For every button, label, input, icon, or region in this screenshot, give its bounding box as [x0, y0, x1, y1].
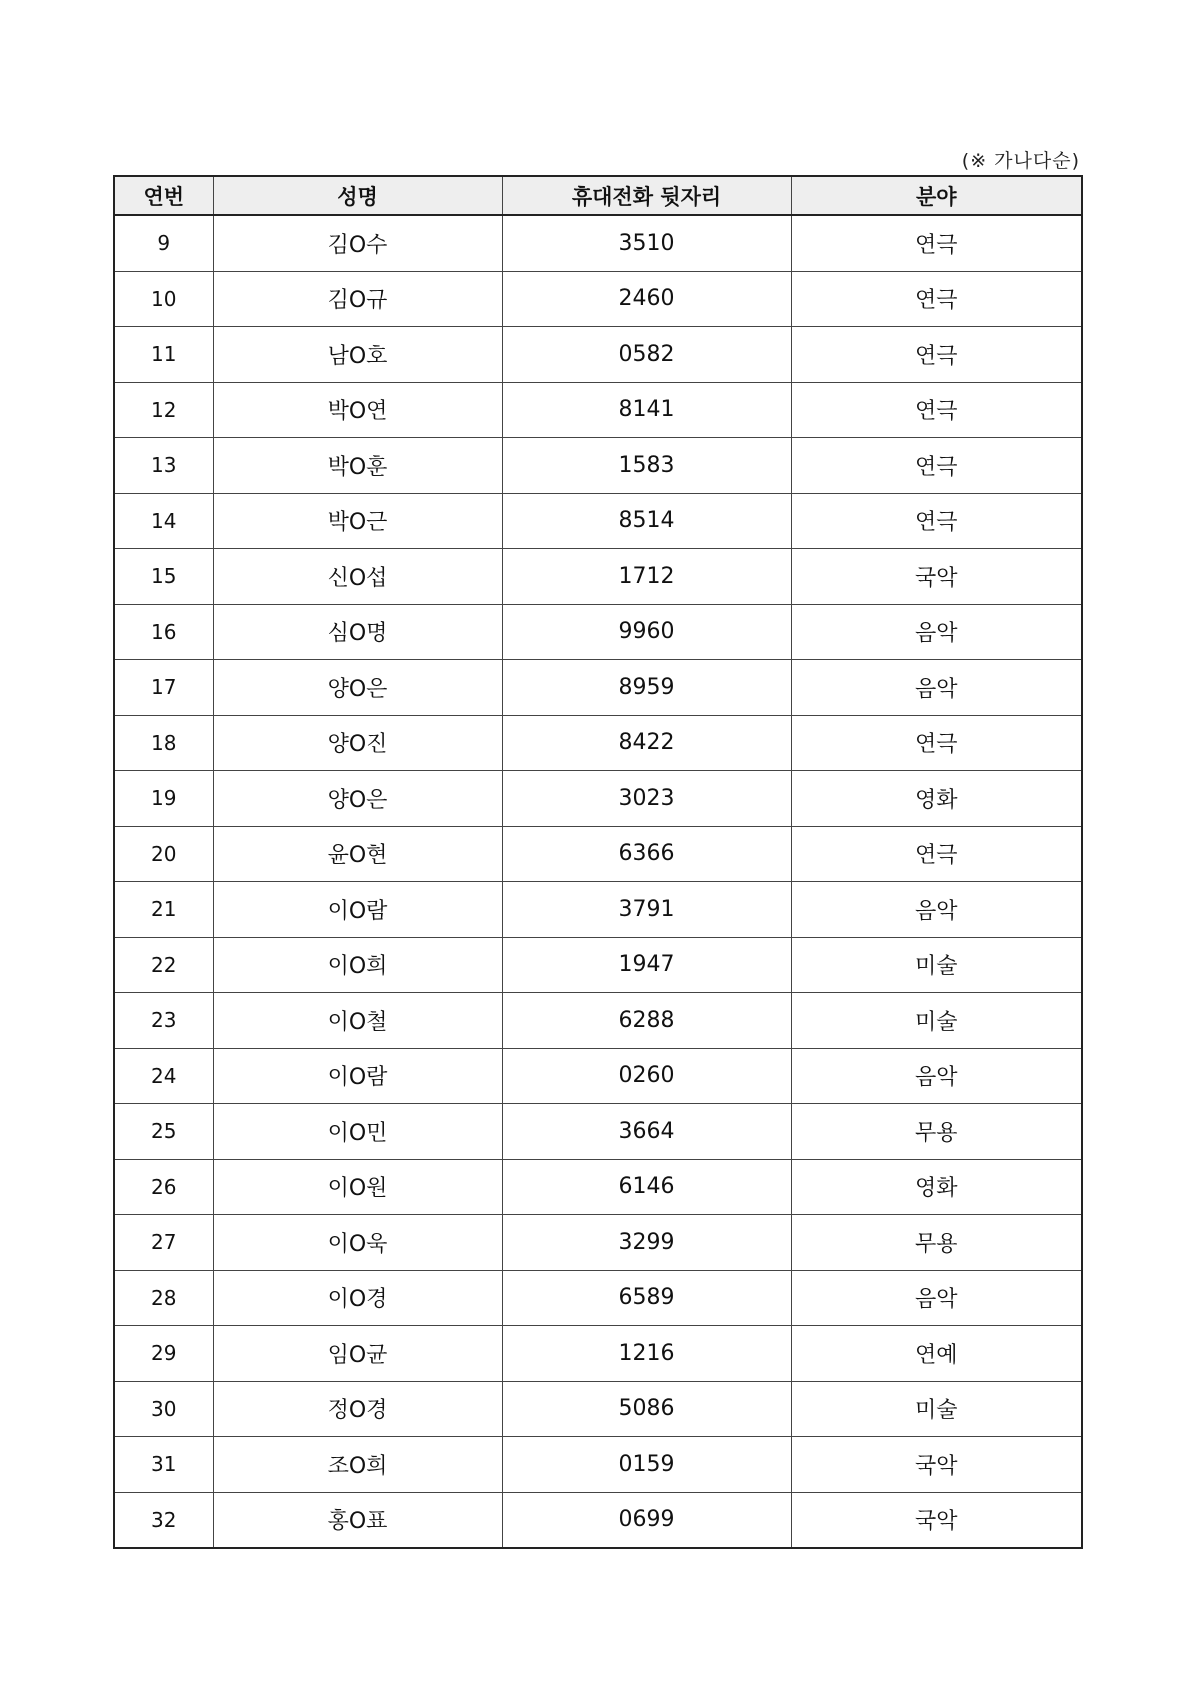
cell-index: 26: [114, 1159, 213, 1215]
cell-index: 19: [114, 771, 213, 827]
cell-field: 연예: [791, 1326, 1082, 1382]
cell-field: 무용: [791, 1104, 1082, 1160]
cell-index: 30: [114, 1381, 213, 1437]
cell-phone-suffix: 3510: [502, 215, 791, 271]
cell-name: 이O람: [213, 882, 502, 938]
cell-index: 15: [114, 549, 213, 605]
cell-name: 조O희: [213, 1437, 502, 1493]
cell-phone-suffix: 8514: [502, 493, 791, 549]
cell-phone-suffix: 6288: [502, 993, 791, 1049]
cell-name: 이O민: [213, 1104, 502, 1160]
table-row: [114, 438, 1082, 494]
cell-name: 임O균: [213, 1326, 502, 1382]
cell-phone-suffix: 2460: [502, 271, 791, 327]
table-row: [114, 993, 1082, 1049]
table-row: [114, 382, 1082, 438]
cell-name: 박O훈: [213, 438, 502, 494]
cell-phone-suffix: 3664: [502, 1104, 791, 1160]
cell-field: 음악: [791, 604, 1082, 660]
cell-field: 미술: [791, 937, 1082, 993]
cell-name: 이O욱: [213, 1215, 502, 1271]
cell-phone-suffix: 0699: [502, 1492, 791, 1548]
table-row: [114, 549, 1082, 605]
cell-name: 남O호: [213, 327, 502, 383]
cell-index: 28: [114, 1270, 213, 1326]
cell-name: 윤O현: [213, 826, 502, 882]
cell-index: 18: [114, 715, 213, 771]
table-row: [114, 1381, 1082, 1437]
cell-index: 16: [114, 604, 213, 660]
cell-index: 23: [114, 993, 213, 1049]
table-row: [114, 1048, 1082, 1104]
cell-phone-suffix: 3023: [502, 771, 791, 827]
cell-phone-suffix: 6589: [502, 1270, 791, 1326]
cell-field: 음악: [791, 1270, 1082, 1326]
table-row: [114, 1215, 1082, 1271]
cell-field: 연극: [791, 493, 1082, 549]
cell-field: 영화: [791, 1159, 1082, 1215]
cell-index: 9: [114, 215, 213, 271]
table-row: [114, 271, 1082, 327]
cell-field: 연극: [791, 382, 1082, 438]
cell-index: 21: [114, 882, 213, 938]
cell-index: 32: [114, 1492, 213, 1548]
cell-phone-suffix: 0159: [502, 1437, 791, 1493]
table-row: [114, 660, 1082, 716]
cell-field: 국악: [791, 549, 1082, 605]
cell-phone-suffix: 9960: [502, 604, 791, 660]
cell-index: 27: [114, 1215, 213, 1271]
cell-phone-suffix: 5086: [502, 1381, 791, 1437]
cell-field: 미술: [791, 993, 1082, 1049]
cell-name: 홍O표: [213, 1492, 502, 1548]
cell-phone-suffix: 1947: [502, 937, 791, 993]
table-row: [114, 1159, 1082, 1215]
cell-index: 10: [114, 271, 213, 327]
cell-index: 24: [114, 1048, 213, 1104]
cell-phone-suffix: 3791: [502, 882, 791, 938]
cell-field: 미술: [791, 1381, 1082, 1437]
cell-index: 14: [114, 493, 213, 549]
cell-field: 연극: [791, 327, 1082, 383]
cell-phone-suffix: 1712: [502, 549, 791, 605]
cell-index: 25: [114, 1104, 213, 1160]
cell-field: 음악: [791, 660, 1082, 716]
header-field: 분야: [791, 176, 1082, 215]
cell-phone-suffix: 0582: [502, 327, 791, 383]
table-row: [114, 1492, 1082, 1548]
cell-phone-suffix: 6366: [502, 826, 791, 882]
sort-note: (※ 가나다순): [961, 150, 1080, 172]
cell-name: 양O은: [213, 771, 502, 827]
cell-phone-suffix: 8141: [502, 382, 791, 438]
cell-field: 연극: [791, 438, 1082, 494]
table-header-row: [114, 176, 1082, 215]
table-row: [114, 1270, 1082, 1326]
table-row: [114, 604, 1082, 660]
table-row: [114, 493, 1082, 549]
cell-index: 31: [114, 1437, 213, 1493]
cell-index: 13: [114, 438, 213, 494]
cell-field: 국악: [791, 1437, 1082, 1493]
cell-field: 연극: [791, 826, 1082, 882]
cell-index: 12: [114, 382, 213, 438]
cell-name: 양O은: [213, 660, 502, 716]
cell-phone-suffix: 1583: [502, 438, 791, 494]
cell-field: 영화: [791, 771, 1082, 827]
cell-name: 김O수: [213, 215, 502, 271]
cell-name: 이O원: [213, 1159, 502, 1215]
table-row: [114, 882, 1082, 938]
cell-field: 음악: [791, 1048, 1082, 1104]
cell-name: 김O규: [213, 271, 502, 327]
cell-name: 정O경: [213, 1381, 502, 1437]
cell-phone-suffix: 0260: [502, 1048, 791, 1104]
cell-field: 연극: [791, 215, 1082, 271]
cell-name: 박O근: [213, 493, 502, 549]
cell-phone-suffix: 3299: [502, 1215, 791, 1271]
cell-name: 이O희: [213, 937, 502, 993]
table-row: [114, 1104, 1082, 1160]
cell-field: 무용: [791, 1215, 1082, 1271]
header-index: 연번: [114, 176, 213, 215]
cell-field: 연극: [791, 271, 1082, 327]
cell-index: 11: [114, 327, 213, 383]
table-row: [114, 715, 1082, 771]
table-body: [114, 215, 1082, 1548]
cell-index: 20: [114, 826, 213, 882]
header-name: 성명: [213, 176, 502, 215]
table-row: [114, 1437, 1082, 1493]
cell-phone-suffix: 6146: [502, 1159, 791, 1215]
cell-name: 이O철: [213, 993, 502, 1049]
cell-index: 22: [114, 937, 213, 993]
table-row: [114, 1326, 1082, 1382]
table-row: [114, 771, 1082, 827]
cell-name: 신O섭: [213, 549, 502, 605]
cell-field: 연극: [791, 715, 1082, 771]
cell-index: 17: [114, 660, 213, 716]
cell-name: 이O람: [213, 1048, 502, 1104]
table-row: [114, 215, 1082, 271]
cell-index: 29: [114, 1326, 213, 1382]
cell-field: 국악: [791, 1492, 1082, 1548]
header-phone-suffix: 휴대전화 뒷자리: [502, 176, 791, 215]
table-row: [114, 826, 1082, 882]
cell-name: 박O연: [213, 382, 502, 438]
cell-name: 이O경: [213, 1270, 502, 1326]
cell-name: 양O진: [213, 715, 502, 771]
cell-field: 음악: [791, 882, 1082, 938]
table-row: [114, 327, 1082, 383]
cell-phone-suffix: 8959: [502, 660, 791, 716]
cell-phone-suffix: 1216: [502, 1326, 791, 1382]
table-row: [114, 937, 1082, 993]
cell-name: 심O명: [213, 604, 502, 660]
cell-phone-suffix: 8422: [502, 715, 791, 771]
roster-table: [113, 175, 1083, 1549]
